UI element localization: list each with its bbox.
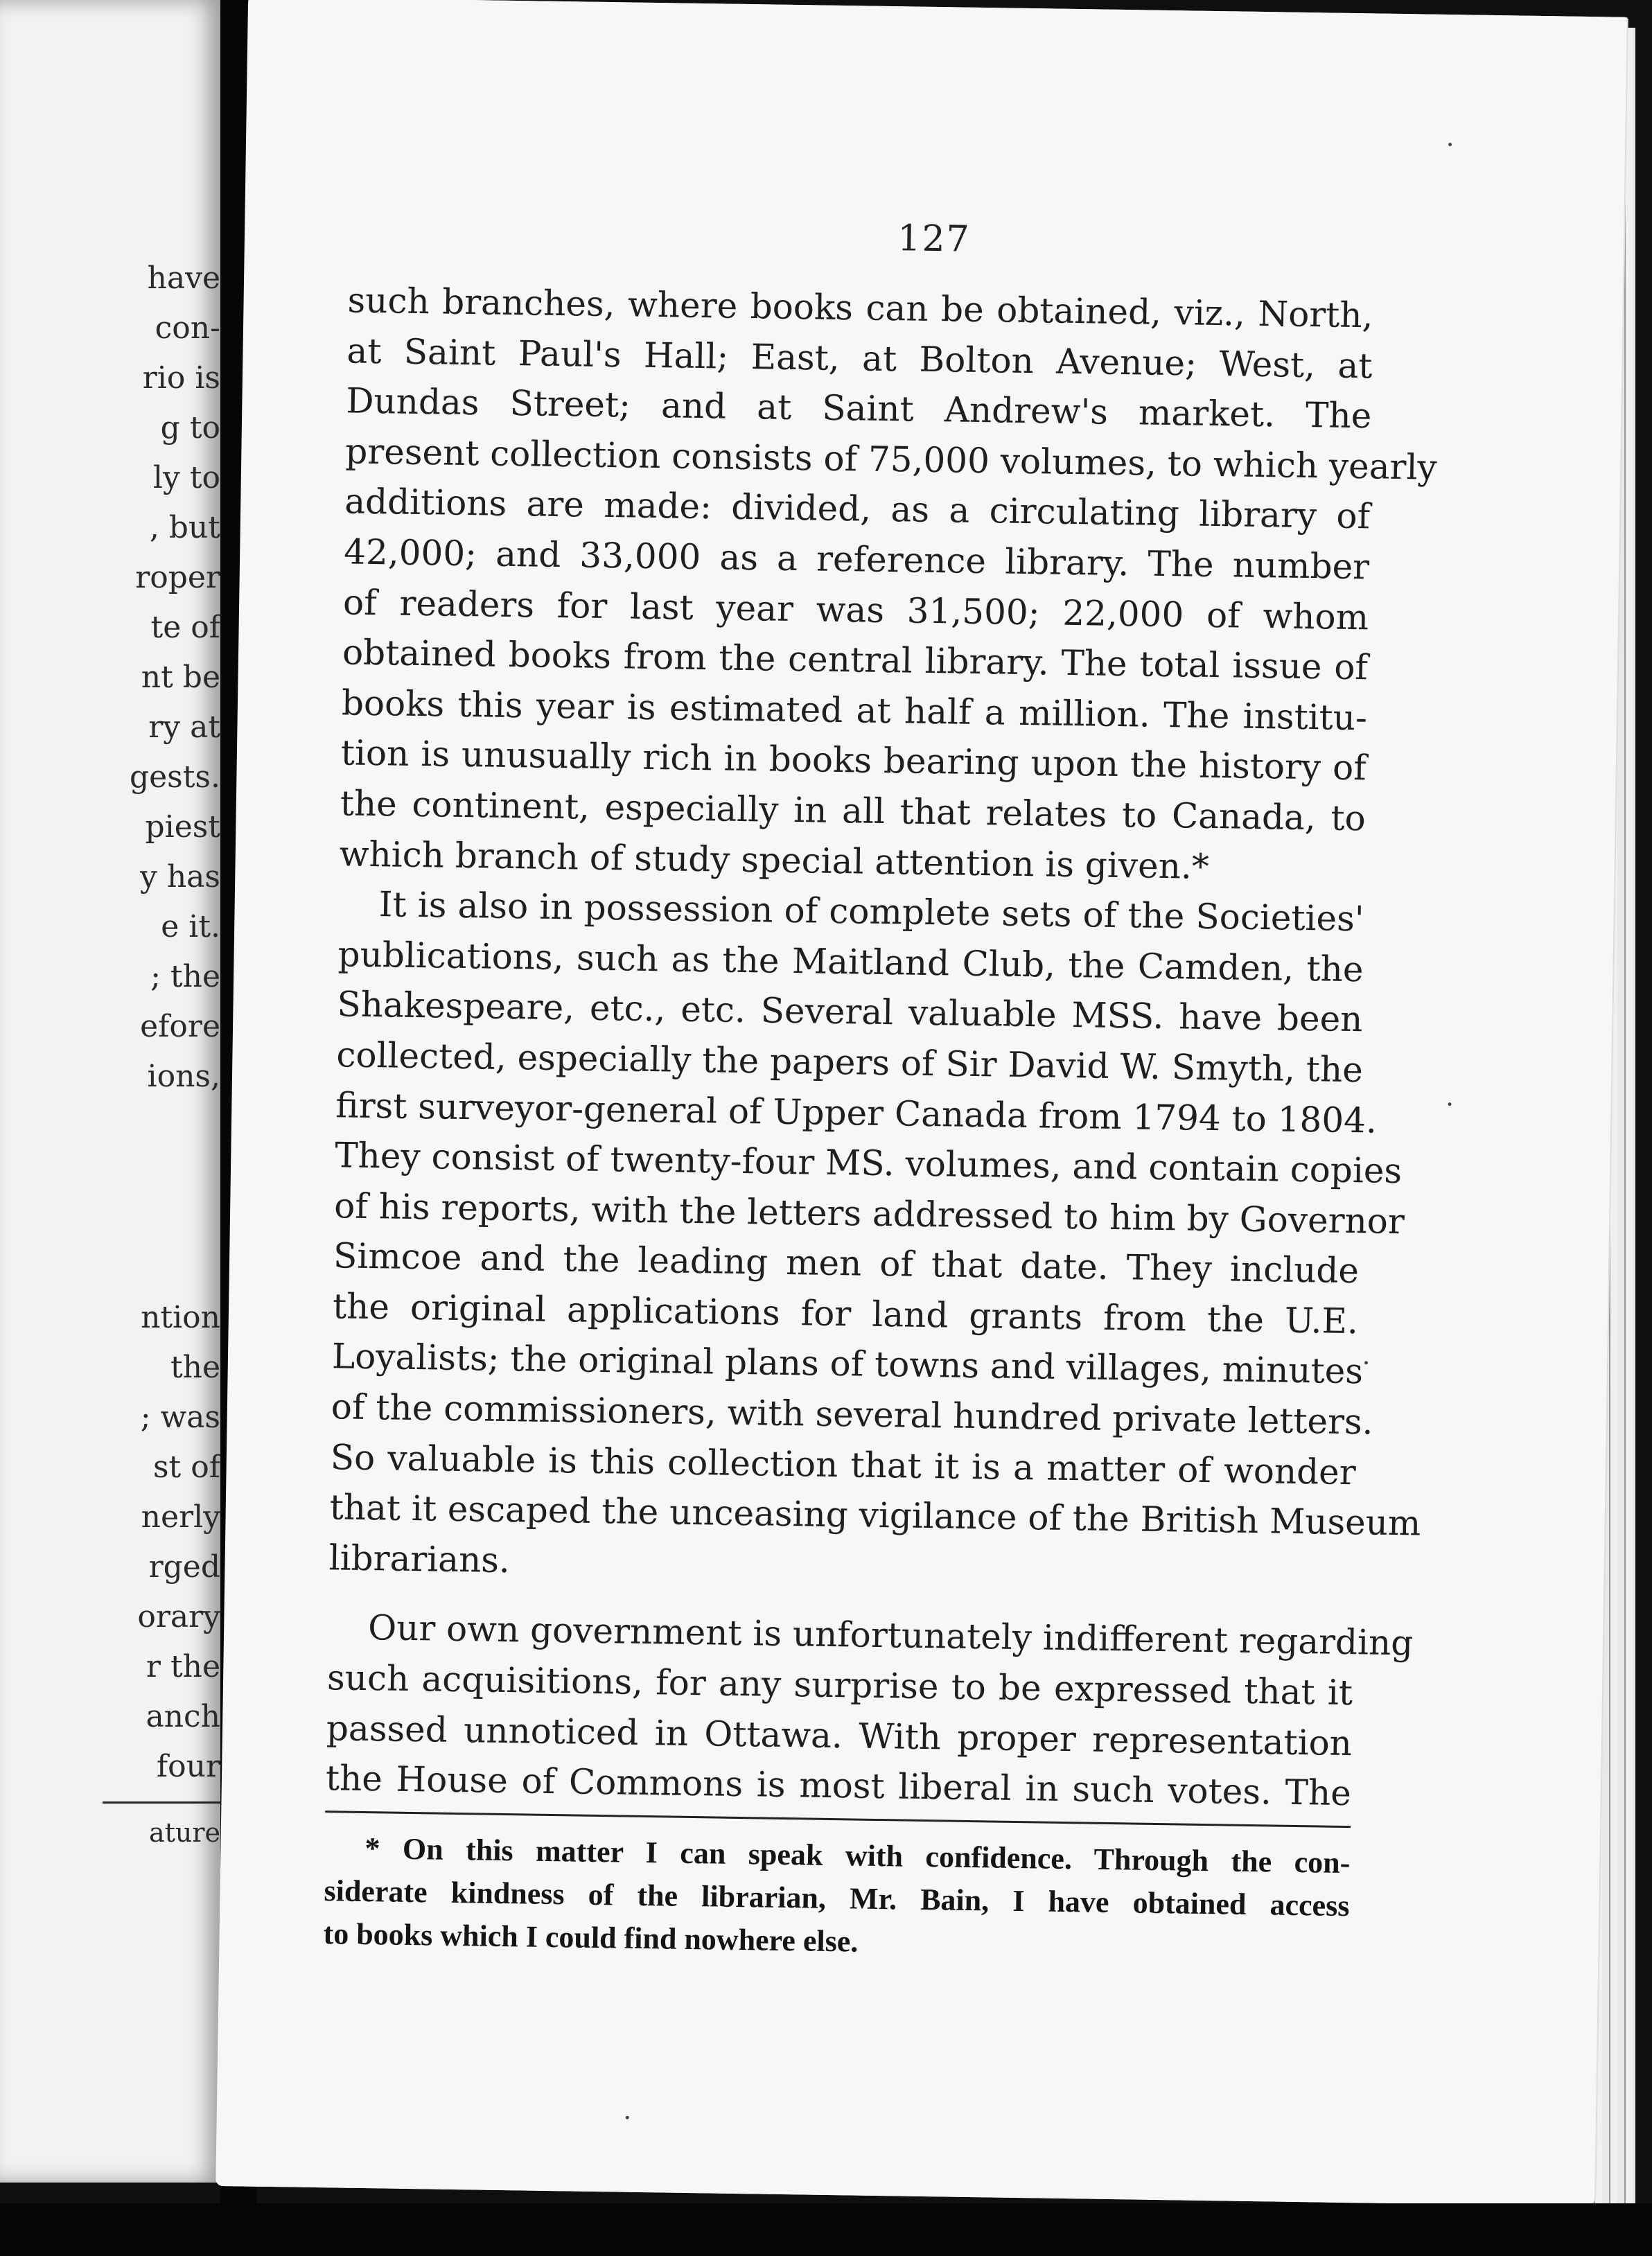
left-fragment: anch [146,1699,220,1734]
left-fragment: ry at [148,710,220,745]
left-fragment: nt be [141,660,220,695]
paragraph [328,879,1421,1598]
left-fragment: con- [155,310,220,346]
text-line: 42,000; and 33,000 as a reference library. The number [343,531,1370,588]
left-fragment: ; the [150,959,220,994]
left-fragment: ; was [140,1400,220,1435]
left-fragment: ly to [152,460,220,495]
left-fragment: gests. [129,759,220,795]
left-fragment: the [170,1350,220,1385]
text-line: tion is unusually rich in books bearing upon the history of [340,732,1367,788]
left-fragment: y has [140,859,220,895]
left-fragment: , but [149,510,220,545]
text-line: additions are made: divided, as a circulating library of [344,481,1371,537]
left-fragment: ntion [141,1300,220,1335]
text-line: such acquisitions, for any surprise to be expressed that it [326,1657,1353,1713]
text-line: So valuable is this collection that it is a matter of wonder [330,1436,1357,1492]
left-fragment: roper [135,560,220,595]
print-speck [1364,1361,1368,1364]
text-line: Simcoe and the leading men of that date. They include [333,1235,1360,1292]
page-number: 127 [897,218,972,261]
scan-border [0,2203,1652,2256]
text-line: the House of Commons is most liberal in such votes. The [325,1758,1352,1814]
print-speck [1448,143,1452,146]
left-fragment: rged [148,1549,220,1585]
left-fragment: st of [152,1449,220,1485]
left-fragment: r the [146,1649,220,1684]
paragraph [325,1603,1414,1819]
print-speck [626,2116,629,2120]
left-fragment: te of [150,610,220,645]
text-line: present collection consists of 75,000 volumes, to which yearly [344,431,1438,488]
left-fragment: nerly [141,1499,220,1535]
paragraph [339,275,1438,894]
text-line: Shakespeare, etc., etc. Several valuable MSS. have been [337,984,1363,1040]
text-line: such branches, where books can be obtained, viz., North, [347,280,1373,336]
left-fragment: rio is [142,360,220,396]
text-line: that it escaped the unceasing vigilance of the British Museum [329,1487,1421,1544]
text-line: first surveyor-general of Upper Canada from 1794 to 1804. [335,1084,1378,1141]
previous-page-fragment [0,0,220,2183]
text-line: passed unnoticed in Ottawa. With proper representation [326,1707,1353,1763]
left-fragment: g to [160,410,220,446]
left-fragment: efore [140,1009,220,1044]
left-footnote-fragment: ature [148,1817,220,1848]
text-line: which branch of study special attention is given.* [339,833,1210,887]
text-line: Loyalists; the original plans of towns and villages, minutes [331,1336,1364,1392]
body-text [323,275,1438,1971]
left-fragment: have [147,261,220,296]
text-line: the original applications for land grants from the U.E. [332,1286,1359,1342]
left-fragment: orary [137,1599,220,1634]
text-line: of his reports, with the letters addressed to him by Governor [333,1185,1405,1242]
text-line: It is also in possession of complete sets of the Societies' [378,884,1364,940]
left-footnote-rule [103,1801,220,1804]
book-page [216,0,1627,2206]
left-fragment: four [156,1749,220,1784]
text-line: books this year is estimated at half a million. The institu- [341,682,1368,739]
text-line: Our own government is unfortunately indifferent regarding [367,1607,1414,1664]
text-line: of readers for last year was 31,500; 22,000 of whom [342,581,1369,637]
footnote [323,1826,1351,1971]
text-line: publications, such as the Maitland Club, the Camden, the [337,934,1364,989]
text-line: They consist of twenty-four MS. volumes, and contain copies [334,1135,1403,1192]
footnote-line: siderate kindness of the librarian, Mr. Bain, I have obtained access [324,1873,1350,1923]
left-fragment: ions, [147,1059,220,1094]
print-speck [1448,1102,1452,1106]
left-fragment: e it. [161,909,220,944]
text-line: at Saint Paul's Hall; East, at Bolton Avenue; West, at [346,331,1373,386]
text-line: librarians. [328,1537,511,1580]
text-line: of the commissioners, with several hundred private letters. [331,1386,1373,1443]
footnote-line: * On this matter I can speak with confidence. Through the con- [364,1831,1351,1880]
text-line: collected, especially the papers of Sir David W. Smyth, the [336,1034,1364,1091]
text-line: Dundas Street; and at Saint Andrew's market. The [346,380,1372,437]
text-line: the continent, especially in all that relates to Canada, to [340,783,1367,839]
text-line: obtained books from the central library. The total issue of [342,632,1369,688]
footnote-line: to books which I could find nowhere else. [323,1916,859,1959]
left-fragment: piest [145,809,220,845]
